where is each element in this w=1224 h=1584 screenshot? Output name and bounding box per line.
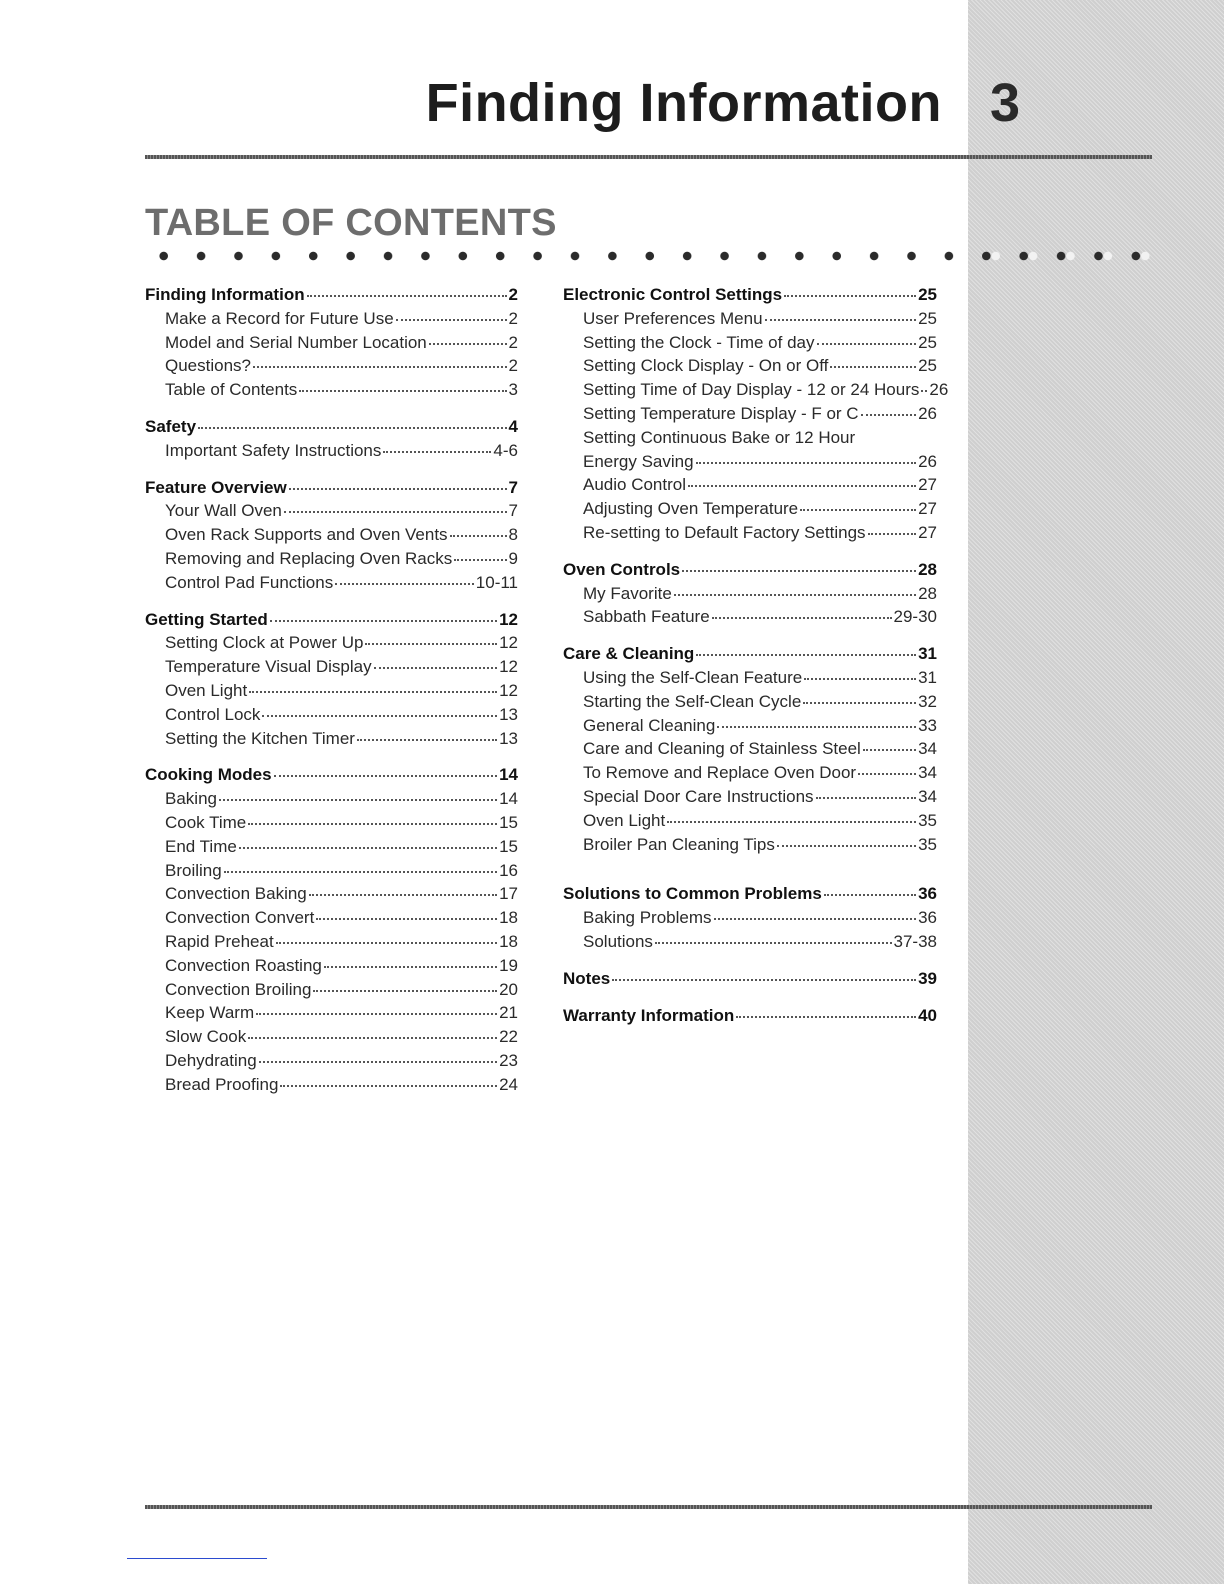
dot-leader <box>777 844 916 847</box>
dot-leader <box>248 822 497 825</box>
toc-entry[interactable] <box>145 813 518 837</box>
dot-leader <box>307 294 507 297</box>
dot-leader <box>736 1015 916 1018</box>
toc-page-number: 27 <box>918 499 937 519</box>
toc-page-number: 28 <box>918 559 937 579</box>
toc-entry[interactable] <box>145 932 518 956</box>
toc-page-number: 2 <box>508 356 518 376</box>
toc-page-number: 2 <box>508 285 518 304</box>
dot-leader <box>712 616 892 619</box>
dot-leader <box>224 870 497 873</box>
toc-entry[interactable] <box>145 1003 518 1027</box>
toc-entry-title: Setting Clock at Power Up <box>165 633 364 653</box>
toc-page-number: 39 <box>918 968 937 988</box>
toc-title: TABLE OF CONTENTS <box>145 202 557 244</box>
dot-leader <box>824 893 916 896</box>
dot-leader <box>219 798 497 801</box>
toc-section <box>563 1006 937 1030</box>
toc-entry-title: Removing and Replacing Oven Racks <box>165 548 453 568</box>
toc-entry-title: Sabbath Feature <box>583 607 710 627</box>
toc-entry-title: Keep Warm <box>165 1003 255 1023</box>
dot-leader <box>800 508 916 511</box>
toc-entry-title: Baking Problems <box>583 908 712 928</box>
toc-page-number: 14 <box>499 789 518 809</box>
toc-entry-title: Baking <box>165 789 217 809</box>
toc-section-heading[interactable] <box>145 478 518 502</box>
toc-entry-title: Bread Proofing <box>165 1074 279 1094</box>
dot-leader <box>429 342 507 345</box>
dot-leader <box>289 487 507 490</box>
toc-entry-title: Setting Temperature Display - F or C <box>583 403 859 423</box>
toc-entry-title: Slow Cook <box>165 1027 247 1047</box>
toc-page-number: 28 <box>918 583 937 603</box>
toc-entry-title: Model and Serial Number Location <box>165 332 427 352</box>
toc-entry[interactable] <box>145 705 518 729</box>
dot-leader <box>365 642 497 645</box>
toc-page-number: 17 <box>499 884 518 904</box>
toc-entry-title: Your Wall Oven <box>165 501 282 521</box>
toc-entry[interactable] <box>563 716 937 740</box>
dot-leader <box>248 1036 497 1039</box>
toc-entry[interactable] <box>563 356 937 380</box>
dot-leader <box>309 893 497 896</box>
dot-leader <box>655 941 892 944</box>
toc-entry[interactable] <box>145 1051 518 1075</box>
toc-entry-title: Convection Broiling <box>165 979 312 999</box>
toc-section <box>145 285 518 404</box>
toc-entry-title: Broiler Pan Cleaning Tips <box>583 834 775 854</box>
dot-leader <box>454 558 506 561</box>
toc-entry[interactable] <box>563 428 937 452</box>
dot-leader <box>316 917 497 920</box>
toc-entry-title: User Preferences Menu <box>583 308 763 328</box>
toc-entry[interactable] <box>145 441 518 465</box>
toc-entry[interactable] <box>563 452 937 476</box>
footer-rule <box>145 1505 1152 1509</box>
toc-entry-title: Setting Time of Day Display - 12 or 24 Hours <box>583 380 920 400</box>
toc-entry-title: Convection Convert <box>165 908 315 928</box>
toc-entry-title: Warranty Information <box>563 1005 735 1025</box>
toc-entry[interactable] <box>145 356 518 380</box>
toc-entry[interactable] <box>145 573 518 597</box>
dot-leader <box>280 1084 497 1087</box>
toc-entry-title: Starting the Self-Clean Cycle <box>583 691 802 711</box>
toc-entry-title: Rapid Preheat <box>165 931 274 951</box>
toc-entry[interactable] <box>563 584 937 608</box>
toc-page-number: 2 <box>508 332 518 352</box>
dot-leader <box>674 593 916 596</box>
toc-page-number: 12 <box>499 609 518 629</box>
toc-page-number: 37-38 <box>893 931 937 951</box>
toc-page-number: 22 <box>499 1027 518 1047</box>
toc-section-heading[interactable] <box>563 560 937 584</box>
toc-entry[interactable] <box>563 668 937 692</box>
dot-leader <box>803 701 916 704</box>
toc-entry-title: Feature Overview <box>145 477 287 497</box>
toc-page-number: 34 <box>918 739 937 759</box>
toc-entry[interactable] <box>563 499 937 523</box>
toc-page-number: 10-11 <box>475 572 518 592</box>
toc-section <box>563 560 937 631</box>
toc-section-heading[interactable] <box>563 884 937 908</box>
toc-entry[interactable] <box>563 835 937 859</box>
toc-page-number: 12 <box>499 633 518 653</box>
dot-leader <box>198 426 507 429</box>
toc-section <box>563 884 937 955</box>
toc-page-number: 31 <box>918 644 937 664</box>
dot-leader <box>817 342 917 345</box>
dot-leader <box>239 846 497 849</box>
toc-entry[interactable] <box>145 380 518 404</box>
decorative-dot-row-light <box>979 251 1155 261</box>
dot-leader <box>868 532 917 535</box>
dot-leader <box>374 666 497 669</box>
toc-section-heading[interactable] <box>563 644 937 668</box>
toc-section-heading[interactable] <box>145 765 518 789</box>
toc-section <box>145 417 518 465</box>
toc-entry[interactable] <box>145 657 518 681</box>
toc-entry-title: Audio Control <box>583 475 687 495</box>
toc-entry-title: Oven Light <box>165 680 248 700</box>
toc-page-number: 33 <box>918 715 937 735</box>
toc-section <box>563 969 937 993</box>
toc-entry[interactable] <box>145 729 518 753</box>
toc-entry-title: To Remove and Replace Oven Door <box>583 763 857 783</box>
toc-entry[interactable] <box>563 739 937 763</box>
footer-link-underline <box>127 1558 267 1559</box>
toc-entry-title: Notes <box>563 968 611 988</box>
toc-page-number: 36 <box>918 908 937 928</box>
toc-page-number: 7 <box>508 501 518 521</box>
toc-entry-title: Control Lock <box>165 704 261 724</box>
toc-entry[interactable] <box>563 692 937 716</box>
toc-section <box>563 644 937 858</box>
toc-page-number: 25 <box>918 285 937 304</box>
toc-entry[interactable] <box>145 633 518 657</box>
toc-entry-title: Make a Record for Future Use <box>165 308 394 328</box>
toc-page-number: 25 <box>918 308 937 328</box>
toc-page-number: 21 <box>499 1003 518 1023</box>
toc-entry-title: Convection Baking <box>165 884 307 904</box>
dot-leader <box>396 318 507 321</box>
toc-entry-title: Solutions <box>583 931 653 951</box>
toc-page-number: 4 <box>508 416 518 436</box>
toc-entry[interactable] <box>563 811 937 835</box>
toc-page-number: 26 <box>918 451 937 471</box>
toc-page-number: 8 <box>508 525 518 545</box>
toc-page-number: 29-30 <box>893 607 937 627</box>
dot-leader <box>256 1012 497 1015</box>
dot-leader <box>612 978 916 981</box>
dot-leader <box>858 772 916 775</box>
toc-entry[interactable] <box>563 932 937 956</box>
dot-leader <box>696 461 917 464</box>
toc-page-number: 31 <box>918 667 937 687</box>
toc-page-number: 34 <box>918 786 937 806</box>
dot-leader <box>324 965 497 968</box>
toc-page-number: 35 <box>918 810 937 830</box>
toc-page-number: 18 <box>499 931 518 951</box>
toc-entry-title: Oven Rack Supports and Oven Vents <box>165 525 448 545</box>
toc-entry[interactable] <box>145 884 518 908</box>
toc-entry-title: Getting Started <box>145 609 268 629</box>
toc-section <box>563 285 949 547</box>
toc-entry[interactable] <box>145 861 518 885</box>
toc-entry-title: Finding Information <box>145 285 305 304</box>
toc-page-number: 3 <box>508 380 518 400</box>
toc-entry-title: Solutions to Common Problems <box>563 884 822 904</box>
toc-entry[interactable] <box>563 908 937 932</box>
toc-page-number: 15 <box>499 836 518 856</box>
toc-entry[interactable] <box>563 763 937 787</box>
toc-page-number: 13 <box>499 728 518 748</box>
toc-page-number: 2 <box>508 308 518 328</box>
toc-entry-title: Oven Controls <box>563 559 681 579</box>
toc-entry[interactable] <box>145 1075 518 1099</box>
toc-entry[interactable] <box>145 501 518 525</box>
dot-leader <box>284 510 507 513</box>
toc-entry[interactable] <box>145 549 518 573</box>
toc-entry-title: Convection Roasting <box>165 955 322 975</box>
toc-entry-title: End Time <box>165 836 237 856</box>
toc-entry-title: Questions? <box>165 356 251 376</box>
dot-leader <box>253 365 507 368</box>
toc-entry[interactable] <box>563 309 937 333</box>
toc-entry[interactable] <box>563 404 937 428</box>
toc-page-number: 25 <box>918 356 937 376</box>
toc-page-number: 40 <box>918 1005 937 1025</box>
toc-page-number: 25 <box>918 332 937 352</box>
toc-page-number: 18 <box>499 908 518 928</box>
header-rule <box>145 155 1152 159</box>
toc-section <box>145 765 518 1098</box>
toc-entry[interactable] <box>145 309 518 333</box>
toc-right-column <box>563 285 949 1042</box>
toc-entry[interactable] <box>563 380 949 404</box>
dot-leader <box>696 653 916 656</box>
toc-page-number: 7 <box>508 477 518 497</box>
toc-section <box>145 610 518 753</box>
dot-leader <box>682 569 916 572</box>
dot-leader <box>717 725 916 728</box>
toc-page-number: 12 <box>499 657 518 677</box>
toc-entry[interactable] <box>145 525 518 549</box>
dot-leader <box>259 1060 497 1063</box>
toc-section-heading[interactable] <box>563 1006 937 1030</box>
dot-leader <box>249 690 497 693</box>
toc-entry-title: General Cleaning <box>583 715 716 735</box>
toc-section-heading[interactable] <box>563 285 937 309</box>
dot-leader <box>688 484 916 487</box>
dot-leader <box>299 389 506 392</box>
dot-leader <box>765 318 917 321</box>
dot-leader <box>335 582 474 585</box>
toc-page-number: 27 <box>918 475 937 495</box>
toc-page-number: 19 <box>499 955 518 975</box>
toc-entry-title: My Favorite <box>583 583 672 603</box>
toc-entry-title: Re-setting to Default Factory Settings <box>583 522 866 542</box>
toc-left-column <box>145 285 518 1112</box>
dot-leader <box>667 820 916 823</box>
toc-entry-title: Cooking Modes <box>145 765 272 785</box>
toc-entry[interactable] <box>145 1027 518 1051</box>
toc-entry-title: Setting Clock Display - On or Off <box>583 356 829 376</box>
section-gap <box>563 871 937 884</box>
toc-entry[interactable] <box>145 681 518 705</box>
toc-entry-title: Using the Self-Clean Feature <box>583 667 803 687</box>
toc-entry-title: Setting Continuous Bake or 12 Hour <box>583 427 856 447</box>
toc-entry[interactable] <box>145 333 518 357</box>
toc-section <box>145 478 518 597</box>
toc-page-number: 14 <box>499 765 518 785</box>
toc-page-number: 23 <box>499 1050 518 1070</box>
toc-entry[interactable] <box>563 333 937 357</box>
toc-entry[interactable] <box>563 607 937 631</box>
toc-entry[interactable] <box>145 789 518 813</box>
toc-entry-title: Energy Saving <box>583 451 694 471</box>
toc-page-number: 12 <box>499 680 518 700</box>
toc-entry-title: Dehydrating <box>165 1050 257 1070</box>
toc-entry-title: Electronic Control Settings <box>563 285 783 304</box>
toc-page-number: 9 <box>508 548 518 568</box>
toc-page-number: 34 <box>918 763 937 783</box>
toc-page-number: 15 <box>499 812 518 832</box>
toc-entry-title: Oven Light <box>583 810 666 830</box>
dot-leader <box>861 413 917 416</box>
toc-page-number: 13 <box>499 704 518 724</box>
dot-leader <box>450 534 507 537</box>
dot-leader <box>313 989 497 992</box>
toc-page-number: 24 <box>499 1074 518 1094</box>
toc-entry-title: Table of Contents <box>165 380 298 400</box>
toc-entry[interactable] <box>145 837 518 861</box>
toc-entry-title: Setting the Clock - Time of day <box>583 332 815 352</box>
side-band <box>968 0 1224 1584</box>
toc-page-number: 20 <box>499 979 518 999</box>
toc-entry-title: Temperature Visual Display <box>165 657 372 677</box>
toc-entry-title: Broiling <box>165 860 222 880</box>
toc-entry-title: Care & Cleaning <box>563 644 695 664</box>
dot-leader <box>857 439 935 440</box>
toc-section-heading[interactable] <box>563 969 937 993</box>
toc-entry-title: Setting the Kitchen Timer <box>165 728 355 748</box>
dot-leader <box>784 294 916 297</box>
toc-section-heading[interactable] <box>145 610 518 634</box>
toc-page-number: 35 <box>918 834 937 854</box>
dot-leader <box>830 365 916 368</box>
dot-leader <box>262 714 497 717</box>
toc-entry-title: Special Door Care Instructions <box>583 786 814 806</box>
toc-entry[interactable] <box>145 908 518 932</box>
toc-entry[interactable] <box>563 523 937 547</box>
toc-page-number: 26 <box>918 403 937 423</box>
dot-leader <box>276 941 497 944</box>
toc-entry-title: Adjusting Oven Temperature <box>583 499 799 519</box>
toc-page-number: 4-6 <box>493 440 518 460</box>
toc-page-number: 16 <box>499 860 518 880</box>
toc-entry-title: Care and Cleaning of Stainless Steel <box>583 739 861 759</box>
toc-entry-title: Important Safety Instructions <box>165 440 382 460</box>
toc-entry-title: Control Pad Functions <box>165 572 334 592</box>
toc-entry[interactable] <box>563 787 937 811</box>
dot-leader <box>863 748 916 751</box>
chapter-number: 3 <box>989 73 1021 133</box>
toc-entry[interactable] <box>563 475 937 499</box>
dot-leader <box>383 450 491 453</box>
dot-leader <box>804 677 916 680</box>
dot-leader <box>714 917 917 920</box>
dot-leader <box>816 796 917 799</box>
toc-entry-title: Safety <box>145 416 197 436</box>
page-header-title: Finding Information <box>425 73 942 133</box>
toc-page-number: 26 <box>929 380 949 400</box>
toc-entry-title: Cook Time <box>165 812 247 832</box>
toc-entry[interactable] <box>145 956 518 980</box>
dot-leader <box>274 774 498 777</box>
toc-section-heading[interactable] <box>145 285 518 309</box>
dot-leader <box>921 389 927 392</box>
toc-page-number: 36 <box>918 884 937 904</box>
toc-page-number: 32 <box>918 691 937 711</box>
dot-leader <box>270 619 497 622</box>
toc-section-heading[interactable] <box>145 417 518 441</box>
toc-page-number: 27 <box>918 522 937 542</box>
toc-entry[interactable] <box>145 980 518 1004</box>
dot-leader <box>357 738 497 741</box>
